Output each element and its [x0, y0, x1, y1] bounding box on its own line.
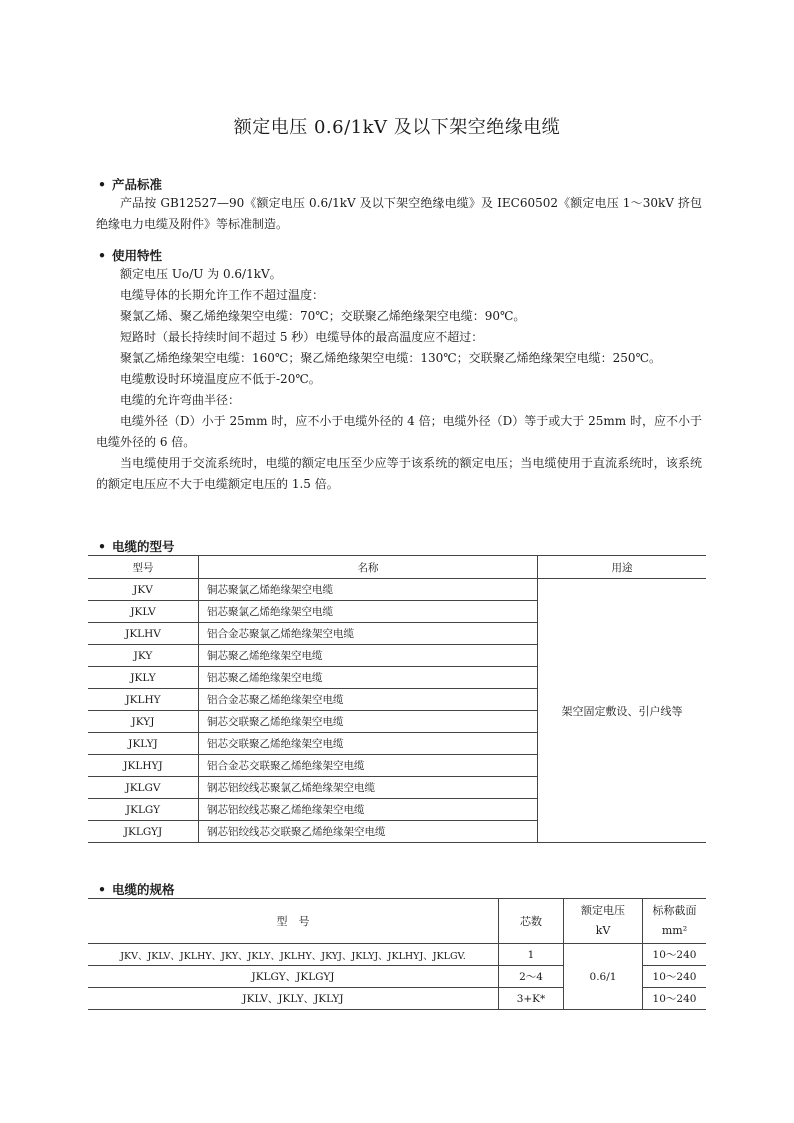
model-code: JKLYJ [88, 733, 199, 755]
model-name: 铝合金芯聚氯乙烯绝缘架空电缆 [199, 623, 538, 645]
table-row [88, 579, 706, 601]
model-code: JKLHY [88, 689, 199, 711]
characteristic-line: 额定电压 Uo/U 为 0.6/1kV。 [120, 267, 282, 281]
spec-model: JKLGY、JKLGYJ [88, 966, 499, 988]
section-header-unit: mm² [661, 924, 688, 937]
spec-section: 10～240 [643, 988, 707, 1010]
heading-text: 电缆的规格 [112, 882, 175, 897]
model-code: JKLGYJ [88, 821, 199, 843]
characteristic-line: 聚氯乙烯绝缘架空电缆：160℃；聚乙烯绝缘架空电缆：130℃；交联聚乙烯绝缘架空电缆：250℃。 [120, 351, 661, 365]
spec-model: JKLV、JKLY、JKLYJ [88, 988, 499, 1010]
section-heading-characteristics [98, 246, 162, 264]
table-header-row [88, 556, 706, 579]
heading-text: 使用特性 [112, 248, 163, 263]
model-name: 铝合金芯交联聚乙烯绝缘架空电缆 [199, 755, 538, 777]
model-code: JKY [88, 645, 199, 667]
column-header-name: 名称 [199, 556, 538, 579]
characteristic-line: 短路时（最长持续时间不超过 5 秒）电缆导体的最高温度应不超过： [120, 330, 484, 344]
model-name: 铝芯聚氯乙烯绝缘架空电缆 [199, 601, 538, 623]
spec-cores: 2～4 [499, 966, 564, 988]
section-heading-specs [98, 880, 175, 898]
column-header-model: 型 号 [88, 899, 499, 944]
bend-radius-paragraph: 电缆外径（D）小于 25mm 时，应不小于电缆外径的 4 倍；电缆外径（D）等于或大于 25mm 时，应不小于电缆外径的 6 倍。 [96, 414, 702, 449]
models-table [88, 555, 706, 843]
column-header-code: 型号 [88, 556, 199, 579]
model-name: 铝芯聚乙烯绝缘架空电缆 [199, 667, 538, 689]
model-code: JKLGV [88, 777, 199, 799]
spec-cores: 1 [499, 944, 564, 966]
model-code: JKLY [88, 667, 199, 689]
table-header-row [88, 899, 706, 944]
heading-text: 产品标准 [112, 177, 163, 192]
characteristic-line: 电缆导体的长期允许工作不超过温度： [120, 288, 325, 302]
model-name: 钢芯铝绞线芯聚乙烯绝缘架空电缆 [199, 799, 538, 821]
spec-model: JKV、JKLV、JKLHY、JKY、JKLY、JKLHY、JKYJ、JKLYJ、JKLHYJ、JKLGV. [88, 944, 499, 966]
voltage-header-unit: kV [595, 924, 611, 937]
model-code: JKLGY [88, 799, 199, 821]
model-code: JKLHV [88, 623, 199, 645]
page-title: 额定电压 0.6/1kV 及以下架空绝缘电缆 [233, 117, 561, 138]
spec-section: 10～240 [643, 944, 707, 966]
voltage-header-label: 额定电压 [581, 904, 625, 917]
bullet-icon: • [98, 882, 106, 897]
bullet-icon: • [98, 248, 106, 263]
model-name: 铜芯聚乙烯绝缘架空电缆 [199, 645, 538, 667]
section-heading-models [98, 537, 175, 555]
column-header-section [643, 899, 707, 944]
model-code: JKLV [88, 601, 199, 623]
model-name: 铜芯聚氯乙烯绝缘架空电缆 [199, 579, 538, 601]
characteristic-line: 聚氯乙烯、聚乙烯绝缘架空电缆：70℃；交联聚乙烯绝缘架空电缆：90℃。 [120, 309, 526, 323]
section-heading-standard [98, 175, 162, 193]
characteristic-line: 电缆敷设时环境温度应不低于-20℃。 [120, 372, 321, 386]
column-header-usage: 用途 [538, 556, 707, 579]
heading-text: 电缆的型号 [112, 539, 175, 554]
voltage-system-paragraph: 当电缆使用于交流系统时，电缆的额定电压至少应等于该系统的额定电压；当电缆使用于直流系统时，该系统的额定电压应不大于电缆额定电压的 1.5 倍。 [96, 456, 702, 491]
spec-section: 10～240 [643, 966, 707, 988]
model-name: 钢芯铝绞线芯交联聚乙烯绝缘架空电缆 [199, 821, 538, 843]
specs-table [88, 898, 706, 1010]
model-code: JKLHYJ [88, 755, 199, 777]
bullet-icon: • [98, 177, 106, 192]
column-header-cores: 芯数 [499, 899, 564, 944]
standard-paragraph: 产品按 GB12527—90《额定电压 0.6/1kV 及以下架空绝缘电缆》及 IEC60502《额定电压 1～30kV 挤包绝缘电力电缆及附件》等标准制造。 [96, 196, 702, 231]
table-row [88, 944, 706, 966]
model-name: 铝芯交联聚乙烯绝缘架空电缆 [199, 733, 538, 755]
model-name: 铝合金芯聚乙烯绝缘架空电缆 [199, 689, 538, 711]
model-code: JKYJ [88, 711, 199, 733]
model-name: 铜芯交联聚乙烯绝缘架空电缆 [199, 711, 538, 733]
column-header-voltage [564, 899, 643, 944]
spec-cores: 3+K* [499, 988, 564, 1010]
section-header-label: 标称截面 [652, 904, 697, 917]
model-name: 钢芯铝绞线芯聚氯乙烯绝缘架空电缆 [199, 777, 538, 799]
bullet-icon: • [98, 539, 106, 554]
model-code: JKV [88, 579, 199, 601]
spec-voltage: 0.6/1 [564, 944, 643, 1010]
characteristic-line: 电缆的允许弯曲半径： [120, 393, 241, 407]
model-usage: 架空固定敷设、引户线等 [538, 579, 707, 843]
